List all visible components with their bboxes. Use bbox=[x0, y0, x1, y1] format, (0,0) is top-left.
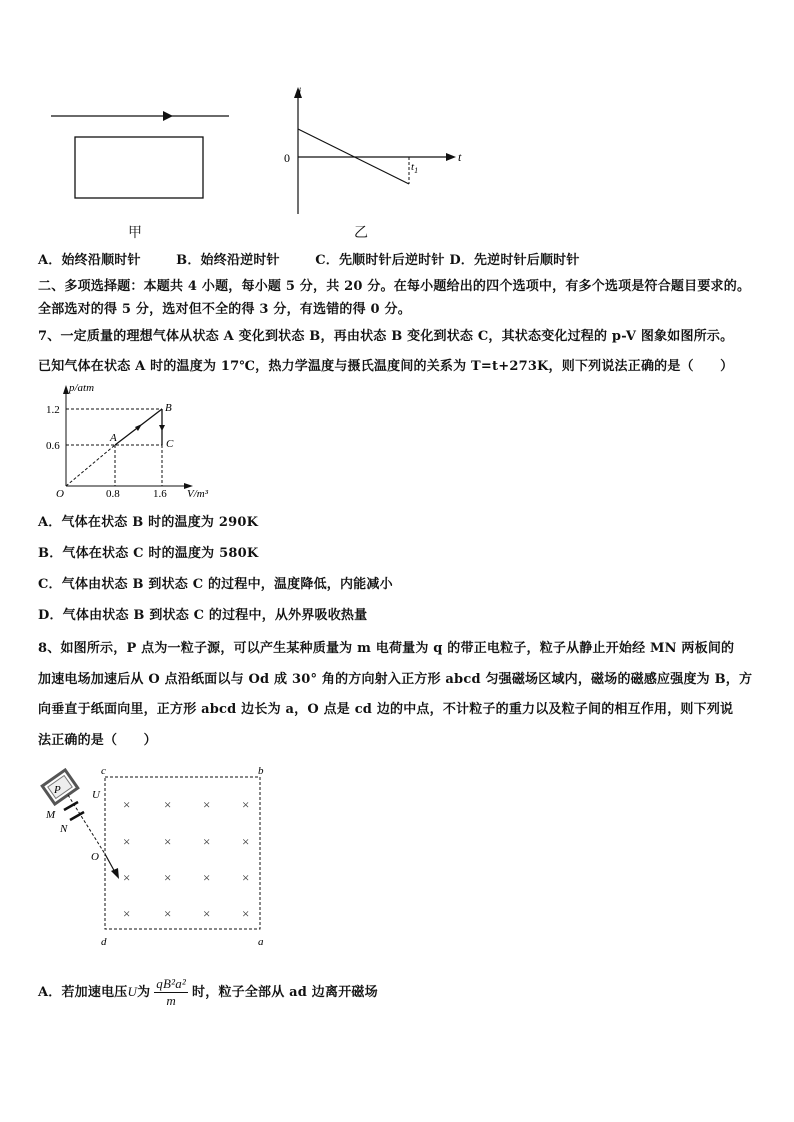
q7-option-a[interactable]: A．气体在状态 B 时的温度为 290K bbox=[38, 515, 259, 530]
q6-options bbox=[38, 249, 580, 268]
q8-option-a[interactable] bbox=[38, 976, 378, 1009]
t-axis-label: t bbox=[458, 150, 462, 164]
p-axis-label: p/atm bbox=[69, 382, 95, 394]
q6-option-c[interactable]: C．先顺时针后逆时针 bbox=[315, 253, 445, 268]
t-axis-arrow bbox=[446, 153, 456, 161]
label-u: U bbox=[92, 789, 100, 801]
point-o: O bbox=[91, 851, 99, 863]
x-tick-1-6: 1.6 bbox=[153, 488, 167, 500]
field-mark-x: × bbox=[164, 906, 172, 921]
q8-option-a-mid: 为 bbox=[137, 985, 151, 1000]
fraction-denominator: m bbox=[166, 993, 176, 1008]
q8-stem-line4: 法正确的是（ ） bbox=[38, 733, 157, 748]
point-p: P bbox=[54, 784, 61, 796]
plate-n bbox=[70, 812, 84, 820]
section2-line2: 全部选对的得 5 分，选对但不全的得 3 分，有选错的得 0 分。 bbox=[38, 302, 411, 317]
label-m: M bbox=[46, 809, 56, 821]
label-n: N bbox=[60, 823, 68, 835]
field-mark-x: × bbox=[123, 870, 131, 885]
q8-option-a-suffix: 时，粒子全部从 ad 边离开磁场 bbox=[192, 985, 378, 1000]
q8-stem-line2: 加速电场加速后从 O 点沿纸面以与 Od 成 30° 角的方向射入正方形 abcd 匀强磁场区域内，磁场的磁感应强度为 B，方 bbox=[38, 672, 753, 687]
field-mark-x: × bbox=[203, 870, 211, 885]
figure-yi-graph bbox=[278, 84, 478, 224]
field-mark-x: × bbox=[123, 906, 131, 921]
field-mark-x: × bbox=[164, 834, 172, 849]
figure-jia bbox=[45, 100, 245, 245]
field-mark-x: × bbox=[164, 870, 172, 885]
corner-a: a bbox=[258, 936, 264, 948]
field-mark-x: × bbox=[123, 834, 131, 849]
q6-option-a[interactable]: A．始终沿顺时针 bbox=[38, 253, 141, 268]
plate-m bbox=[64, 802, 78, 810]
point-c: C bbox=[166, 438, 174, 450]
field-mark-x: × bbox=[242, 834, 250, 849]
q7-option-c[interactable]: C．气体由状态 B 到状态 C 的过程中，温度降低，内能减小 bbox=[38, 577, 393, 592]
entry-arrow bbox=[111, 868, 119, 879]
section2-line1: 二、多项选择题：本题共 4 小题，每小题 5 分，共 20 分。在每小题给出的四个选项中，有多个选项是符合题目要求的。 bbox=[38, 279, 751, 294]
q7-stem-line1: 7、一定质量的理想气体从状态 A 变化到状态 B，再由状态 B 变化到状态 C，其状态变化过程的 p-V 图象如图所示。 bbox=[38, 329, 734, 344]
q6-option-d[interactable]: D．先逆时针后顺时针 bbox=[449, 253, 580, 268]
figure-yi-caption: 乙 bbox=[354, 225, 368, 241]
figure-jia-caption: 甲 bbox=[128, 225, 142, 241]
y-tick-1-2: 1.2 bbox=[46, 404, 60, 416]
point-b: B bbox=[165, 402, 172, 414]
origin-label: 0 bbox=[284, 151, 290, 165]
v-axis-label: V/m³ bbox=[187, 488, 209, 500]
field-mark-x: × bbox=[242, 797, 250, 812]
field-marks bbox=[123, 797, 249, 921]
y-tick-0-6: 0.6 bbox=[46, 440, 60, 452]
field-mark-x: × bbox=[242, 870, 250, 885]
field-mark-x: × bbox=[203, 906, 211, 921]
x-tick-0-8: 0.8 bbox=[106, 488, 120, 500]
origin-o: O bbox=[56, 488, 64, 500]
field-mark-x: × bbox=[242, 906, 250, 921]
arrow-bc bbox=[159, 425, 165, 431]
t1-label: $t_1$ bbox=[411, 161, 419, 175]
coil-rectangle bbox=[75, 137, 203, 198]
current-arrow bbox=[163, 111, 173, 121]
fraction-numerator: qB²a² bbox=[156, 976, 187, 991]
corner-d: d bbox=[101, 936, 107, 948]
q8-magnetic-field-figure bbox=[38, 762, 278, 952]
particle-path bbox=[68, 795, 105, 854]
q8-option-a-fraction bbox=[154, 976, 188, 1009]
q8-stem-line3: 向垂直于纸面向里，正方形 abcd 边长为 a，O 点是 cd 边的中点，不计粒子的重力以及粒子间的相互作用，则下列说 bbox=[38, 702, 734, 717]
field-mark-x: × bbox=[164, 797, 172, 812]
q7-pv-graph bbox=[38, 380, 238, 502]
field-mark-x: × bbox=[203, 797, 211, 812]
corner-c: c bbox=[101, 765, 106, 777]
point-a: A bbox=[110, 432, 117, 444]
dashed-oa bbox=[66, 445, 115, 486]
field-mark-x: × bbox=[203, 834, 211, 849]
q8-option-a-var: U bbox=[127, 984, 138, 999]
q8-stem-line1: 8、如图所示，P 点为一粒子源，可以产生某种质量为 m 电荷量为 q 的带正电粒子，粒子从静止开始经 MN 两板间的 bbox=[38, 641, 735, 656]
field-mark-x: × bbox=[123, 797, 131, 812]
q7-option-d[interactable]: D．气体由状态 B 到状态 C 的过程中，从外界吸收热量 bbox=[38, 608, 368, 623]
q7-option-b[interactable]: B．气体在状态 C 时的温度为 580K bbox=[38, 546, 259, 561]
q6-option-b[interactable]: B．始终沿逆时针 bbox=[176, 253, 280, 268]
q7-stem-line2: 已知气体在状态 A 时的温度为 17℃，热力学温度与摄氏温度间的关系为 T=t+273K，则下列说法正确的是（ ） bbox=[38, 359, 734, 374]
q8-option-a-prefix: A．若加速电压 bbox=[38, 985, 128, 1000]
arrow-ab bbox=[135, 424, 142, 431]
i-axis-label: i bbox=[298, 84, 302, 98]
corner-b: b bbox=[258, 765, 264, 777]
